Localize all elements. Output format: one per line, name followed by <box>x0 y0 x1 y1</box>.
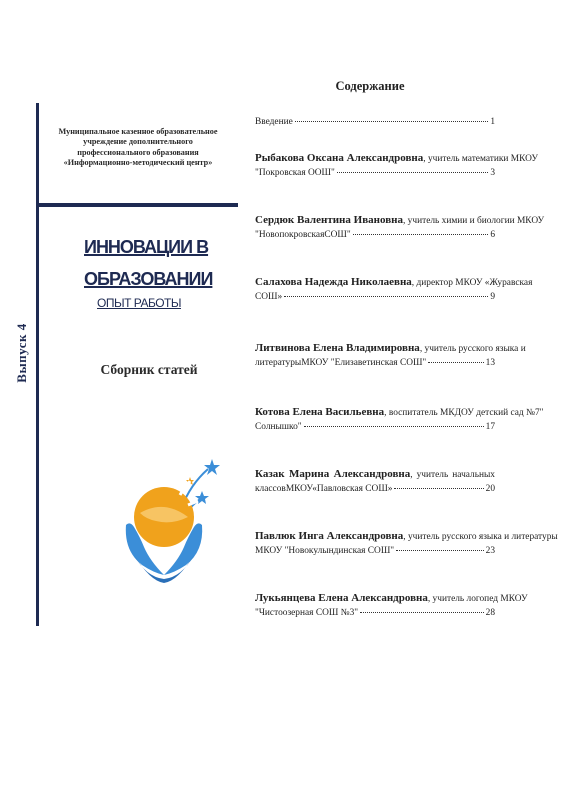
toc-entry-text: классовМКОУ«Павловская СОШ» <box>255 484 393 494</box>
author-name: Сердюк Валентина Ивановна <box>255 214 403 226</box>
cover-horizontal-rule <box>36 203 238 207</box>
cover-vertical-rule <box>36 103 39 626</box>
title-line-2: ОБРАЗОВАНИИ <box>84 269 213 289</box>
toc-entry-text: Солнышко" <box>255 422 302 432</box>
toc-item[interactable] <box>255 341 526 370</box>
toc-item[interactable] <box>255 213 545 242</box>
author-name: Казак Марина Александровна <box>255 468 411 480</box>
toc-item[interactable] <box>255 405 544 434</box>
toc-page-number: 9 <box>490 292 495 302</box>
toc-page-number: 20 <box>485 484 495 494</box>
toc-item[interactable] <box>255 529 558 558</box>
toc-entry-text: "НовопокровскаяСОШ" <box>255 230 351 240</box>
author-name: Рыбакова Оксана Александровна <box>255 152 424 164</box>
toc-item[interactable] <box>255 275 533 304</box>
toc-entry-text: СОШ» <box>255 292 283 302</box>
toc-entry-text: Введение <box>255 117 293 127</box>
title-line-1: ИННОВАЦИИ В <box>84 237 209 257</box>
cover-subtitle: ОПЫТ РАБОТЫ <box>97 296 181 310</box>
toc-page-number: 17 <box>485 422 495 432</box>
toc-entry-text: литературыМКОУ "Елизаветинская СОШ" <box>255 358 427 368</box>
author-name: Лукьянцева Елена Александровна <box>255 592 428 604</box>
toc-page-number: 23 <box>485 546 495 556</box>
toc-item[interactable] <box>255 591 528 620</box>
toc-page-number: 28 <box>485 608 495 618</box>
author-role: , учитель химии и биологии МКОУ <box>402 216 545 226</box>
toc-page-number: 13 <box>485 358 495 368</box>
author-role: , учитель логопед МКОУ <box>427 594 528 604</box>
author-role: , воспитатель МКДОУ детский сад №7" <box>384 408 544 418</box>
author-role: , учитель математики МКОУ <box>423 154 539 164</box>
author-role: , директор МКОУ «Журавская <box>411 278 533 288</box>
toc-page-number: 3 <box>490 168 495 178</box>
toc-page-number: 6 <box>490 230 495 240</box>
toc-entry-text: "Чистоозерная СОШ №3" <box>255 608 359 618</box>
author-role: , учитель русского языка и <box>419 344 526 354</box>
author-name: Павлюк Инга Александровна <box>255 530 404 542</box>
volume-label: Выпуск 4 <box>14 323 29 383</box>
collection-label: Сборник статей <box>100 362 198 377</box>
author-role: , учитель русского языка и литературы <box>403 532 558 542</box>
author-name: Котова Елена Васильевна <box>255 406 385 418</box>
toc-item[interactable] <box>255 115 495 129</box>
author-name: Салахова Надежда Николаевна <box>255 276 412 288</box>
toc-item[interactable] <box>255 151 539 180</box>
author-role: , учитель начальных <box>410 470 495 480</box>
toc-item[interactable] <box>255 467 495 496</box>
toc-page-number: 1 <box>490 117 495 127</box>
cover-title <box>84 236 213 310</box>
institution-name: Муниципальное казенное образовательное учреждение дополнительного профессионального образования «Информационно-методический центр» <box>58 127 218 167</box>
author-name: Литвинова Елена Владимировна <box>255 342 420 354</box>
hands-sun-stars-logo-icon <box>120 455 224 585</box>
toc-entry-text: МКОУ "Новокулындинская СОШ" <box>255 546 395 556</box>
toc-entry-text: "Покровская ООШ" <box>255 168 335 178</box>
contents-heading: Содержание <box>335 79 405 93</box>
